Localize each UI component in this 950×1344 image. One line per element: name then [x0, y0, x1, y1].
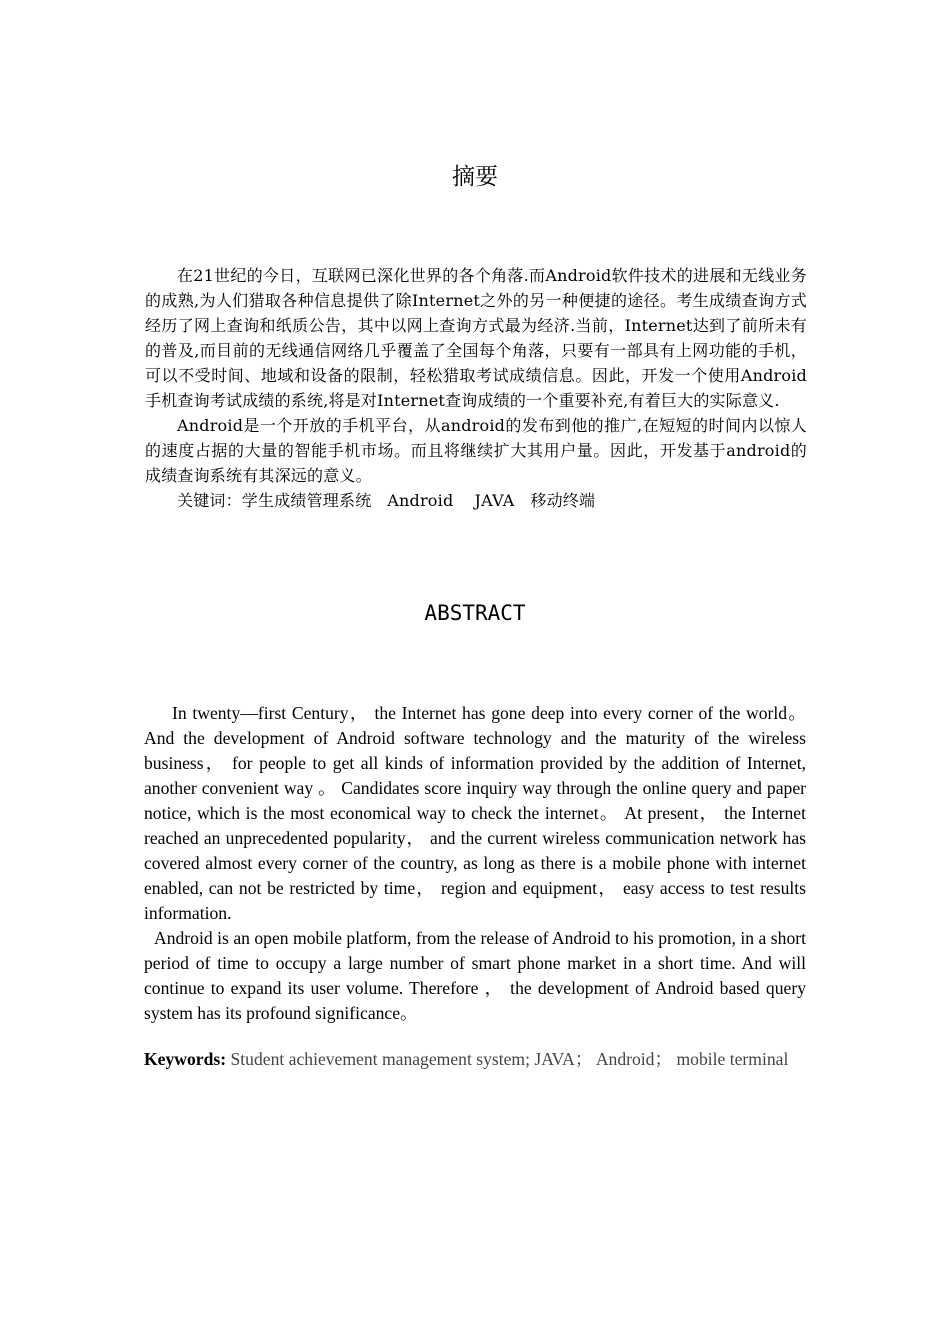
english-paragraph-2: Android is an open mobile platform, from the release of Android to his promotion, in a short period of time to occupy a large number of smart phone market in a short time. And will continue to expand its user volume. Therefore ， the development of Android based query system has its profound significance。 — [144, 928, 806, 1023]
chinese-paragraph-1: 在21世纪的今日，互联网已深化世界的各个角落.而Android软件技术的进展和无线业务的成熟,为人们猎取各种信息提供了除Internet之外的另一种便捷的途径。考生成绩查询方式经历了网上查询和纸质公告，其中以网上查询方式最为经济.当前，Internet达到了前所未有的普及,而目前的无线通信网络几乎覆盖了全国每个角落，只要有一部具有上网功能的手机，可以不受时间、地域和设备的限制，轻松猎取考试成绩信息。因此，开发一个使用Android手机查询考试成绩的系统,将是对Internet查询成绩的一个重要补充,有着巨大的实际意义. — [145, 266, 807, 410]
chinese-abstract-body — [145, 263, 807, 513]
english-keywords-label: Keywords: — [144, 1049, 227, 1069]
english-abstract-body — [144, 701, 806, 1026]
chinese-keywords: 关键词：学生成绩管理系统 Android JAVA 移动终端 — [177, 491, 596, 510]
english-keywords-text: Student achievement management system; JAVA； Android； mobile terminal — [226, 1049, 789, 1069]
english-paragraph-1: In twenty—first Century， the Internet has gone deep into every corner of the world。 And the development of Android software technology and the maturity of the wireless business， for people to get all kinds of information provided by the addition of Internet, another convenient way 。 Candidates score inquiry way through the online query and paper notice, which is the most economical way to check the internet。 At present， the Internet reached an unprecedented popularity， and the current wireless communication network has covered almost every corner of the country, as long as there is a mobile phone with internet enabled, can not be restricted by time， region and equipment， easy access to test results information. — [144, 703, 806, 923]
english-abstract-title: ABSTRACT — [424, 601, 526, 625]
english-keywords — [144, 1047, 806, 1072]
chinese-paragraph-2: Android是一个开放的手机平台，从android的发布到他的推广,在短短的时间内以惊人的速度占据的大量的智能手机市场。而且将继续扩大其用户量。因此，开发基于android的成绩查询系统有其深远的意义。 — [145, 416, 807, 485]
chinese-abstract-title: 摘要 — [452, 164, 498, 190]
